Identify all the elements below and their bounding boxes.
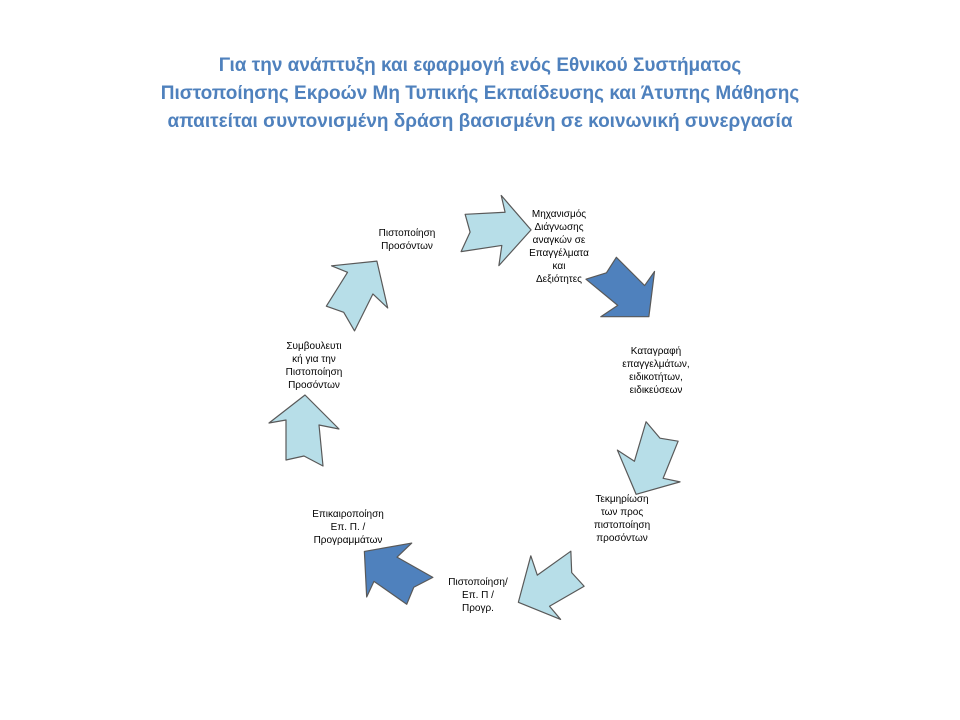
cycle-arrow-7 — [309, 242, 406, 339]
cycle-arrow-6 — [269, 395, 339, 466]
step-label-diagnosis: Μηχανισμός Διάγνωσης αναγκών σε Επαγγέλματα και Δεξιότητες — [529, 209, 589, 285]
step-label-counselling: Συμβουλευτι κή για την Πιστοποίηση Προσόντων — [285, 341, 343, 391]
cycle-arrows — [269, 194, 696, 633]
step-label-updating: Επικαιροποίηση Επ. Π. / Προγραμμάτων — [312, 509, 384, 546]
step-label-documentation: Τεκμηρίωση των προς πιστοποίηση προσόντων — [593, 494, 651, 544]
step-label-certification: Πιστοποίηση/ Επ. Π / Προγρ. — [448, 577, 508, 614]
step-label-qualifications: Πιστοποίηση Προσόντων — [378, 228, 436, 252]
title-line-1: Για την ανάπτυξη και εφαρμογή ενός Εθνικού Συστήματος — [218, 55, 742, 76]
title-line-3: απαιτείται συντονισμένη δράση βασισμένη σε κοινωνική συνεργασία — [167, 111, 793, 132]
step-label-recording: Καταγραφή επαγγελμάτων, ειδικοτήτων, ειδικεύσεων — [622, 346, 690, 396]
title-line-2: Πιστοποίησης Εκροών Μη Τυπικής Εκπαίδευσης και Άτυπης Μάθησης — [160, 83, 800, 104]
